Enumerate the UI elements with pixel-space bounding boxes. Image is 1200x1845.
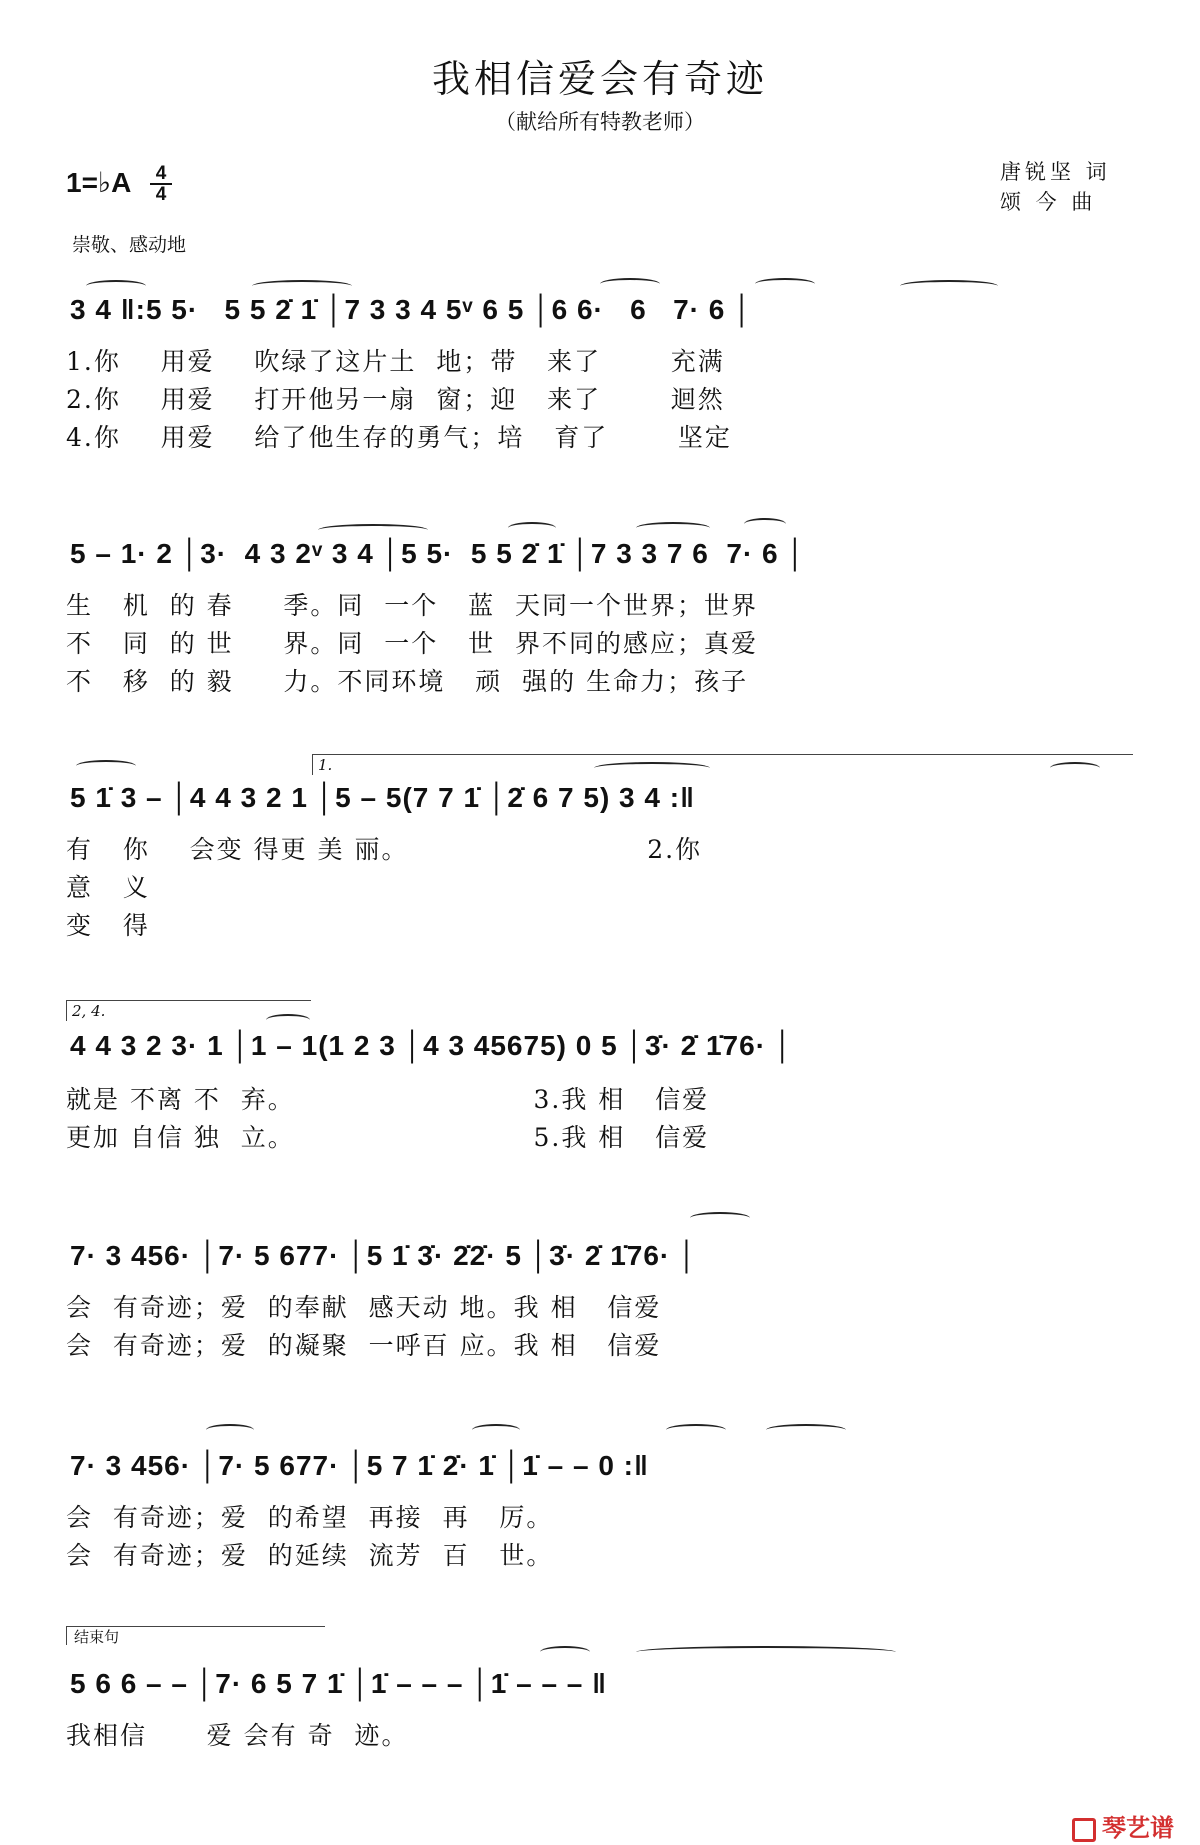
slur xyxy=(508,522,556,534)
notation-line-2: 5 – 1· 2 │3· 4 3 2ᵛ 3 4 │5 5· 5 5 2̇ 1̇ │7 3 3 7 6 7· 6 │ xyxy=(70,538,806,569)
slur xyxy=(206,1424,254,1436)
slur xyxy=(472,1424,520,1436)
lyric-line-3-3: 变 得 xyxy=(66,911,150,940)
volta-label-2: 2, 4. xyxy=(72,1002,106,1020)
slur xyxy=(766,1424,846,1436)
time-signature xyxy=(150,164,172,204)
notation-line-6: 7· 3 456· │7· 5 677· │5 7 1̇ 2̇· 1̇ │1̇ – – 0 :‖ xyxy=(70,1450,649,1481)
lyric-line-2-3: 不 移 的 毅 力。不同环境 顽 强的 生命力；孩子 xyxy=(66,667,749,696)
lyric-line-5-2: 会 有奇迹；爱 的凝聚 一呼百 应。我 相 信爱 xyxy=(66,1331,662,1360)
lyric-line-2-1: 生 机 的 春 季。同 一个 蓝 天同一个世界；世界 xyxy=(66,591,759,620)
key-text: 1=♭A xyxy=(66,167,132,198)
notation-line-3: 5 1̇ 3 – │4 4 3 2 1 │5 – 5(7 7 1̇ │2̇ 6 7 5) 3 4 :‖ xyxy=(70,782,696,813)
lyric-line-4-1: 就是 不离 不 弃。 3.我 相 信爱 xyxy=(66,1085,710,1114)
composer-credit: 颂 今 曲 xyxy=(1000,190,1097,214)
lyric-line-1-3: 4.你 用爱 给了他生存的勇气；培 育了 坚定 xyxy=(66,423,732,452)
logo-icon xyxy=(1072,1818,1096,1842)
slur xyxy=(690,1212,750,1224)
time-signature-bottom: 4 xyxy=(155,184,167,205)
coda-label: 结束句 xyxy=(74,1629,120,1646)
slur xyxy=(900,280,998,292)
slur xyxy=(636,522,710,534)
time-signature-top: 4 xyxy=(155,163,167,184)
slur xyxy=(636,1646,896,1658)
tempo-marking: 崇敬、感动地 xyxy=(72,235,187,256)
song-subtitle: （献给所有特教老师） xyxy=(495,110,705,134)
lyric-line-1-2: 2.你 用爱 打开他另一扇 窗；迎 来了 迴然 xyxy=(66,385,725,414)
notation-line-5: 7· 3 456· │7· 5 677· │5 1̇ 3̇· 2̇2̇· 5 │3̇· 2̇ 1̇76· │ xyxy=(70,1240,698,1271)
slur xyxy=(1050,762,1100,774)
slur xyxy=(540,1646,590,1658)
slur xyxy=(76,760,136,772)
lyric-line-4-2: 更加 自信 独 立。 5.我 相 信爱 xyxy=(66,1123,710,1152)
slur xyxy=(594,762,710,774)
lyric-line-3-1: 有 你 会变 得更 美 丽。 2.你 xyxy=(66,835,703,864)
notation-line-7: 5 6 6 – – │7· 6 5 7 1̇ │1̇ – – – │1̇ – – – ‖ xyxy=(70,1668,608,1699)
volta-label-1: 1. xyxy=(318,756,333,774)
key-signature xyxy=(66,166,131,199)
lyric-line-6-1: 会 有奇迹；爱 的希望 再接 再 厉。 xyxy=(66,1503,554,1532)
lyric-line-3-2: 意 义 xyxy=(66,873,150,902)
slur xyxy=(266,1014,310,1026)
lyric-line-7-1: 我相信 爱 会有 奇 迹。 xyxy=(66,1721,409,1750)
lyric-line-1-1: 1.你 用爱 吹绿了这片土 地；带 来了 充满 xyxy=(66,347,725,376)
slur xyxy=(600,278,660,290)
slur xyxy=(744,518,786,530)
volta-bracket-1 xyxy=(312,754,1133,775)
slur xyxy=(318,524,428,536)
slur xyxy=(252,280,352,292)
lyricist-credit: 唐锐坚 词 xyxy=(1000,160,1111,184)
slur xyxy=(755,278,815,290)
slur xyxy=(86,280,146,292)
lyric-line-6-2: 会 有奇迹；爱 的延续 流芳 百 世。 xyxy=(66,1541,554,1570)
notation-line-1: 3 4 ‖:5 5· 5 5 2̇ 1̇ │7 3 3 4 5ᵛ 6 5 │6 6· 6 7· 6 │ xyxy=(70,294,753,325)
site-logo xyxy=(1072,1808,1174,1843)
notation-line-4: 4 4 3 2 3· 1 │1 – 1(1 2 3 │4 3 45675) 0 5 │3̇· 2̇ 1̇76· │ xyxy=(70,1030,794,1061)
song-title: 我相信爱会有奇迹 xyxy=(431,57,768,101)
logo-text: 琴艺谱 xyxy=(1102,1815,1174,1842)
lyric-line-5-1: 会 有奇迹；爱 的奉献 感天动 地。我 相 信爱 xyxy=(66,1293,662,1322)
lyric-line-2-2: 不 同 的 世 界。同 一个 世 界不同的感应；真爱 xyxy=(66,629,759,658)
slur xyxy=(666,1424,726,1436)
